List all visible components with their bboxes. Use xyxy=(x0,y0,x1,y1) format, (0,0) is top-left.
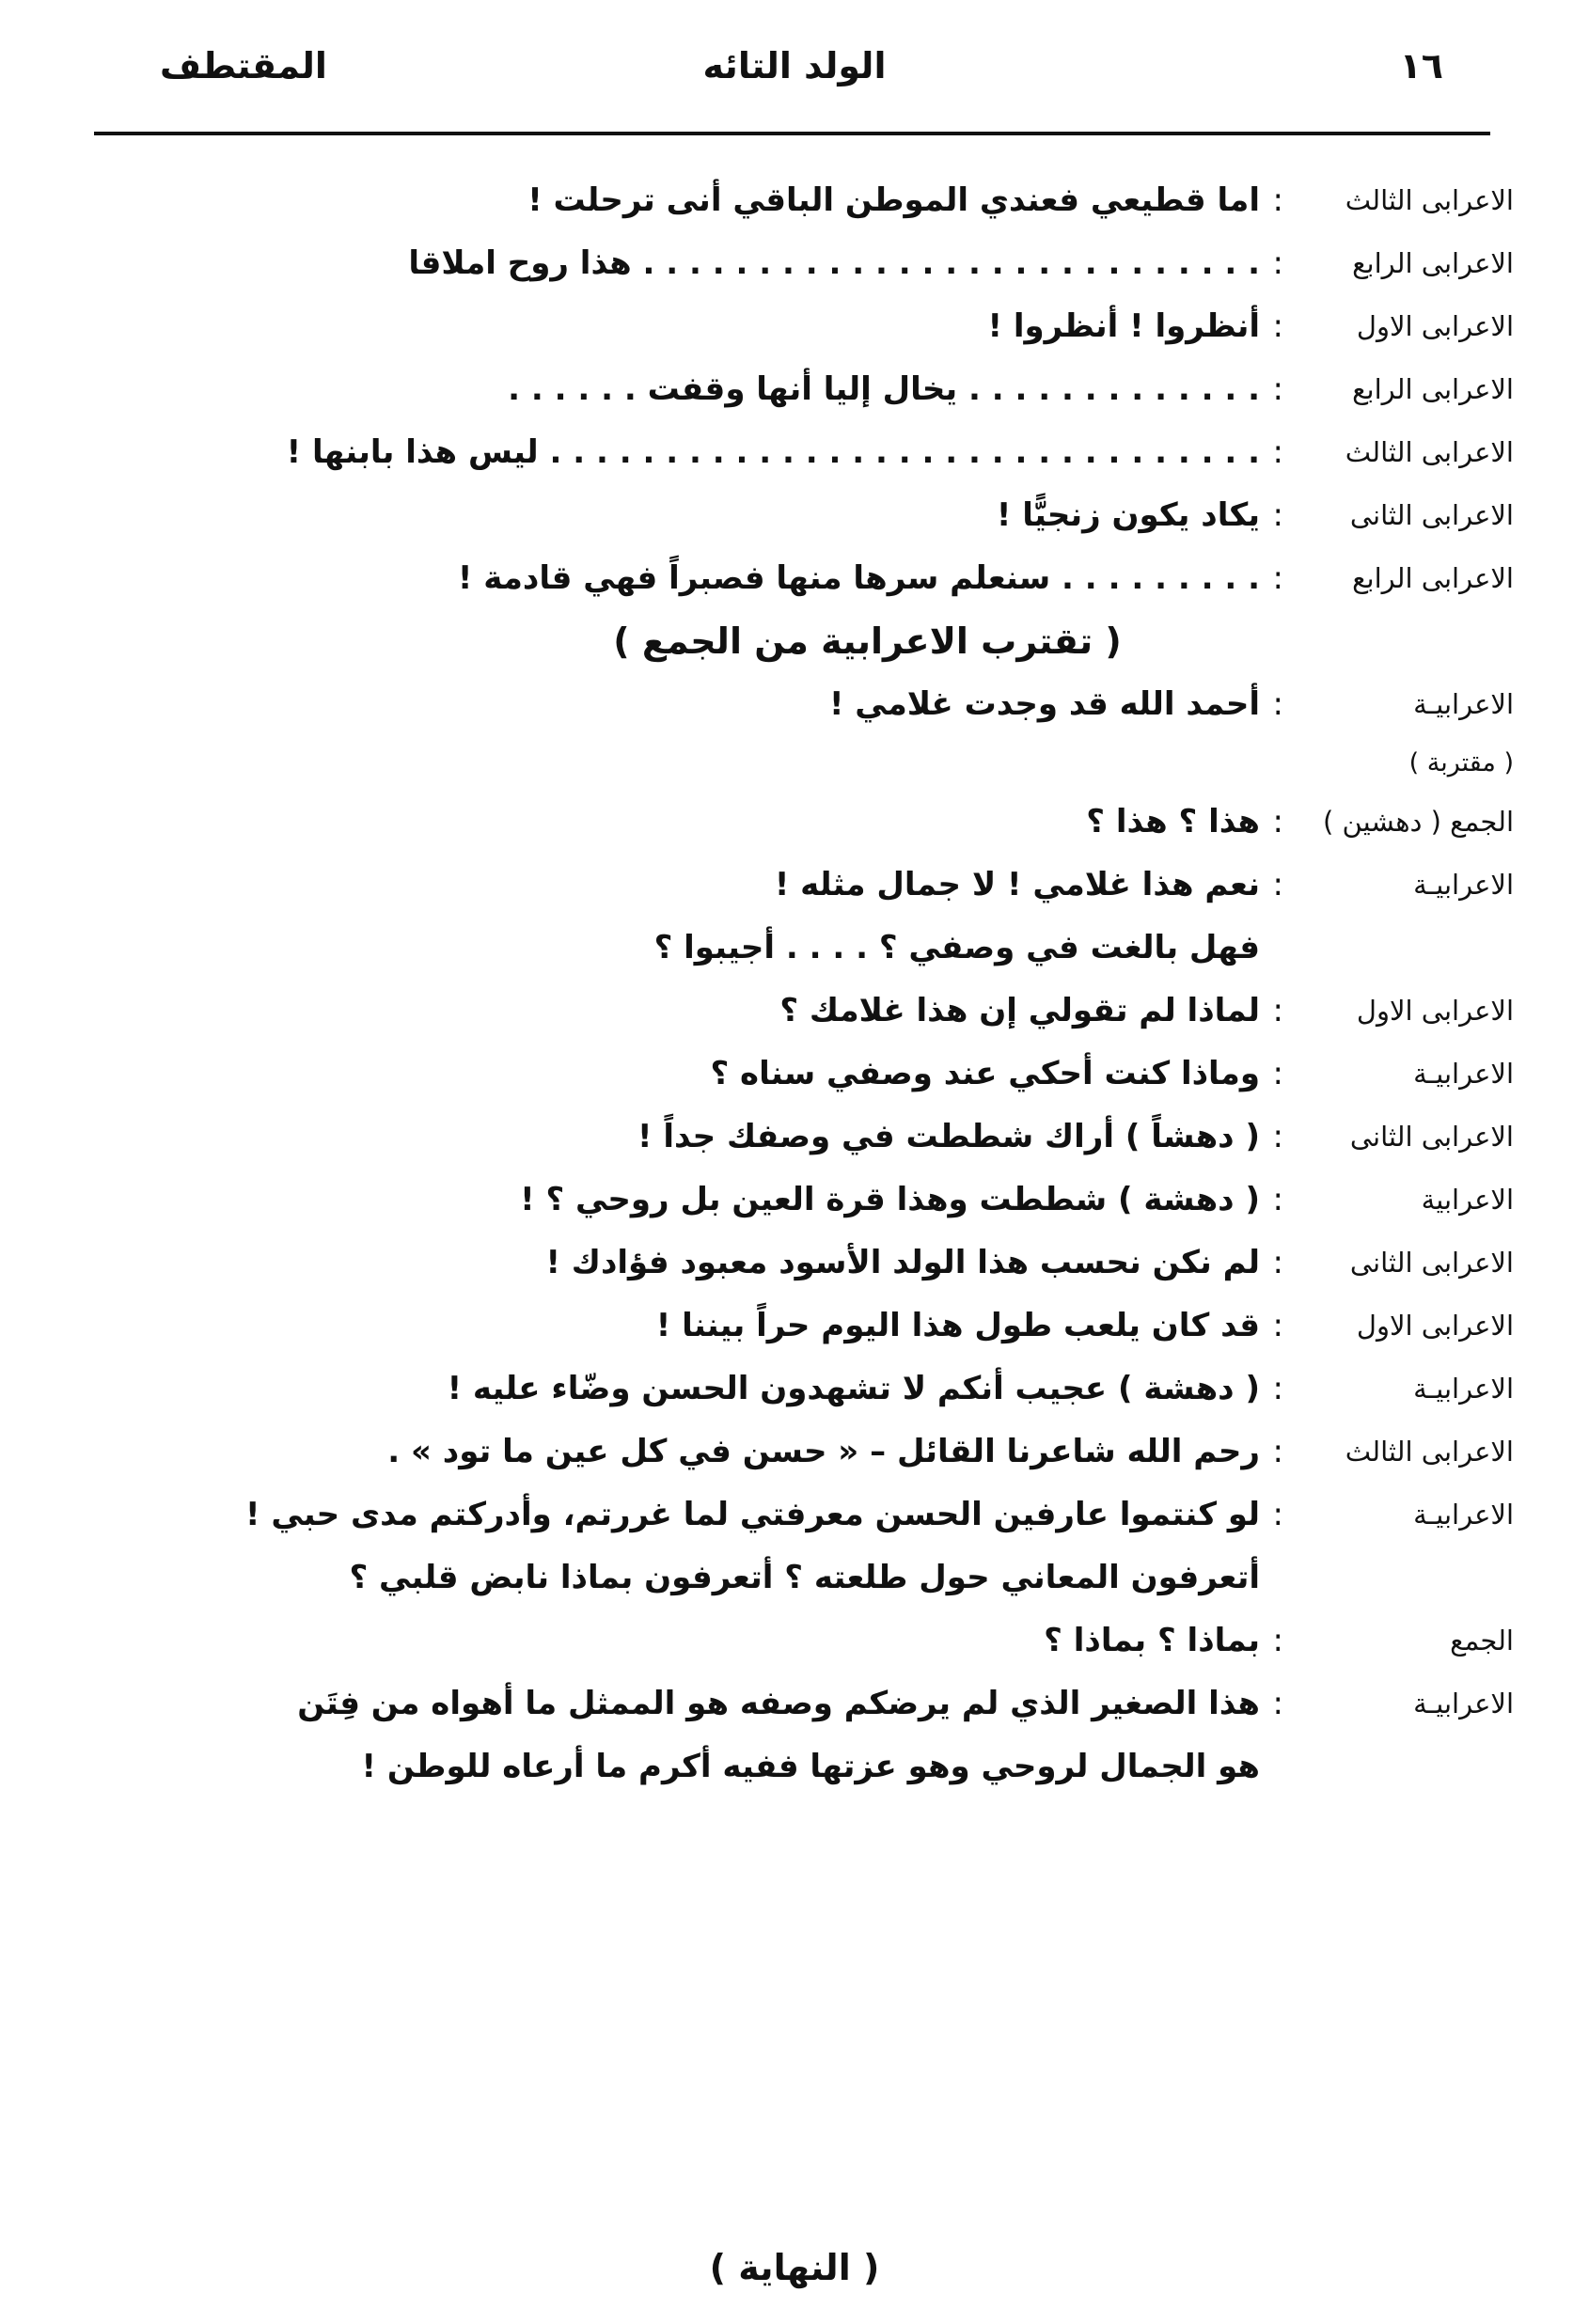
dialogue-text: . . . . . . . . . . . . . . . . . . . . . . . . . . . . . . . ليس هذا بابنها ! xyxy=(286,433,1260,471)
dialogue-text: فهل بالغت في وصفي ؟ . . . . أجيبوا ؟ xyxy=(653,929,1260,966)
speaker-name: الاعرابى الثالث xyxy=(1345,184,1514,216)
stage-direction-small xyxy=(52,736,1514,791)
running-title: الولد التائه xyxy=(702,45,887,86)
separator: : xyxy=(1272,433,1283,471)
separator: : xyxy=(1272,1307,1283,1344)
separator: : xyxy=(1272,803,1283,840)
dialogue-line xyxy=(52,484,1514,547)
dialogue-text: ( دهشة ) عجيب أنكم لا تشهدون الحسن وضّاء عليه ! xyxy=(447,1370,1260,1407)
separator: : xyxy=(1272,1433,1283,1470)
speaker-name: الجمع xyxy=(1450,1625,1514,1657)
dialogue-line xyxy=(52,421,1514,484)
dialogue-text: . . . . . . . . . . . . . . . . . . . . . . . . . . . هذا روح املاقا xyxy=(408,244,1260,282)
dialogue-line xyxy=(52,854,1514,917)
dialogue-line xyxy=(52,673,1514,736)
separator: : xyxy=(1272,1685,1283,1722)
dialogue-text: اما قطيعي فعندي الموطن الباقي أنى ترحلت ! xyxy=(527,181,1260,219)
speaker-name: الجمع ( دهشين ) xyxy=(1323,806,1514,838)
separator: : xyxy=(1272,1181,1283,1218)
dialogue-line xyxy=(52,1106,1514,1169)
speaker-name: الاعرابية xyxy=(1421,1184,1514,1216)
dialogue-text: هذا ؟ هذا ؟ xyxy=(1086,803,1260,840)
separator: : xyxy=(1272,307,1283,345)
speaker-name: الاعرابى الاول xyxy=(1356,995,1514,1027)
dialogue-line xyxy=(52,980,1514,1043)
speaker-name: الاعرابيـة xyxy=(1413,1373,1514,1405)
speaker-name: الاعرابيـة xyxy=(1413,1688,1514,1719)
separator: : xyxy=(1272,244,1283,282)
dialogue-line xyxy=(52,547,1514,610)
speaker-name: الاعرابيـة xyxy=(1413,869,1514,901)
dialogue-line xyxy=(52,1735,1514,1798)
separator: : xyxy=(1272,496,1283,534)
dialogue-text: . . . . . . . . . . . . . يخال إليا أنها وقفت . . . . . . xyxy=(508,370,1260,408)
dialogue-line xyxy=(52,1610,1514,1672)
dialogue-line xyxy=(52,1358,1514,1421)
dialogue-text: وماذا كنت أحكي عند وصفي سناه ؟ xyxy=(710,1055,1260,1092)
dialogue-line xyxy=(52,1484,1514,1547)
page-number: ١٦ xyxy=(1399,45,1443,86)
verse-text: أتعرفون المعاني حول طلعته ؟ أتعرفون بماذا نابض قلبي ؟ xyxy=(349,1559,1260,1596)
dialogue-text: لماذا لم تقولي إن هذا غلامك ؟ xyxy=(779,992,1260,1029)
dialogue-text: ( دهشاً ) أراك شططت في وصفك جداً ! xyxy=(637,1118,1260,1155)
dialogue-line xyxy=(52,1672,1514,1735)
speaker-name: الاعرابى الثالث xyxy=(1345,436,1514,468)
speaker-name: الاعرابيـة xyxy=(1413,1499,1514,1531)
header-rule xyxy=(94,132,1490,135)
dialogue-text: بماذا ؟ بماذا ؟ xyxy=(1044,1622,1260,1659)
dialogue-text: قد كان يلعب طول هذا اليوم حراً بيننا ! xyxy=(655,1307,1260,1344)
play-text xyxy=(52,169,1514,1798)
speaker-name: الاعرابى الثانى xyxy=(1349,499,1514,531)
dialogue-line xyxy=(52,1169,1514,1232)
dialogue-text: رحم الله شاعرنا القائل – « حسن في كل عين ما تود » . xyxy=(387,1433,1260,1470)
separator: : xyxy=(1272,1496,1283,1533)
speaker-name: الاعرابى الرابع xyxy=(1352,373,1514,405)
separator: : xyxy=(1272,1118,1283,1155)
dialogue-line xyxy=(52,1421,1514,1484)
ending-marker: ( النهاية ) xyxy=(709,2247,880,2288)
dialogue-text: يكاد يكون زنجيًّا ! xyxy=(996,496,1260,534)
separator: : xyxy=(1272,1244,1283,1281)
dialogue-text: نعم هذا غلامي ! لا جمال مثله ! xyxy=(774,866,1260,903)
dialogue-line xyxy=(52,358,1514,421)
dialogue-line xyxy=(52,295,1514,358)
dialogue-line xyxy=(52,917,1514,980)
separator: : xyxy=(1272,370,1283,408)
speaker-name: الاعرابى الثالث xyxy=(1345,1436,1514,1468)
speaker-name: الاعرابيـة xyxy=(1413,1058,1514,1090)
dialogue-text: لم نكن نحسب هذا الولد الأسود معبود فؤادك ! xyxy=(545,1244,1260,1281)
dialogue-text: أنظروا ! أنظروا ! xyxy=(987,307,1260,345)
dialogue-text: أحمد الله قد وجدت غلامي ! xyxy=(828,685,1260,723)
magazine-name: المقتطف xyxy=(160,45,327,86)
dialogue-line xyxy=(52,1232,1514,1295)
speaker-name: الاعرابى الاول xyxy=(1356,1310,1514,1342)
speaker-name: الاعرابى الرابع xyxy=(1352,562,1514,594)
speaker-name: الاعرابى الرابع xyxy=(1352,247,1514,279)
verse-text: لو كنتموا عارفين الحسن معرفتي لما غررتم، وأدركتم مدى حبي ! xyxy=(245,1496,1260,1533)
page-header xyxy=(89,36,1500,111)
dialogue-line xyxy=(52,1295,1514,1358)
verse-text: هو الجمال لروحي وهو عزتها ففيه أكرم ما أرعاه للوطن ! xyxy=(361,1748,1260,1785)
separator: : xyxy=(1272,685,1283,723)
dialogue-line xyxy=(52,1043,1514,1106)
speaker-name: الاعرابيـة xyxy=(1413,688,1514,720)
stage-direction: ( تقترب الاعرابية من الجمع ) xyxy=(613,620,1122,662)
separator: : xyxy=(1272,1370,1283,1407)
dialogue-line xyxy=(52,169,1514,232)
separator: : xyxy=(1272,181,1283,219)
stage-direction-text: ( مقتربة ) xyxy=(1408,748,1514,777)
verse-text: هذا الصغير الذي لم يرضكم وصفه هو الممثل ما أهواه من فِتَن xyxy=(297,1685,1260,1722)
speaker-name: الاعرابى الثانى xyxy=(1349,1121,1514,1153)
separator: : xyxy=(1272,992,1283,1029)
dialogue-line xyxy=(52,791,1514,854)
speaker-name: الاعرابى الثانى xyxy=(1349,1247,1514,1279)
dialogue-line xyxy=(52,1547,1514,1610)
dialogue-text: ( دهشة ) شططت وهذا قرة العين بل روحي ؟ ! xyxy=(520,1181,1260,1218)
separator: : xyxy=(1272,1055,1283,1092)
separator: : xyxy=(1272,1622,1283,1659)
dialogue-line xyxy=(52,232,1514,295)
separator: : xyxy=(1272,866,1283,903)
dialogue-text: . . . . . . . . . سنعلم سرها منها فصبراً فهي قادمة ! xyxy=(457,559,1260,597)
speaker-name: الاعرابى الاول xyxy=(1356,310,1514,342)
separator: : xyxy=(1272,559,1283,597)
